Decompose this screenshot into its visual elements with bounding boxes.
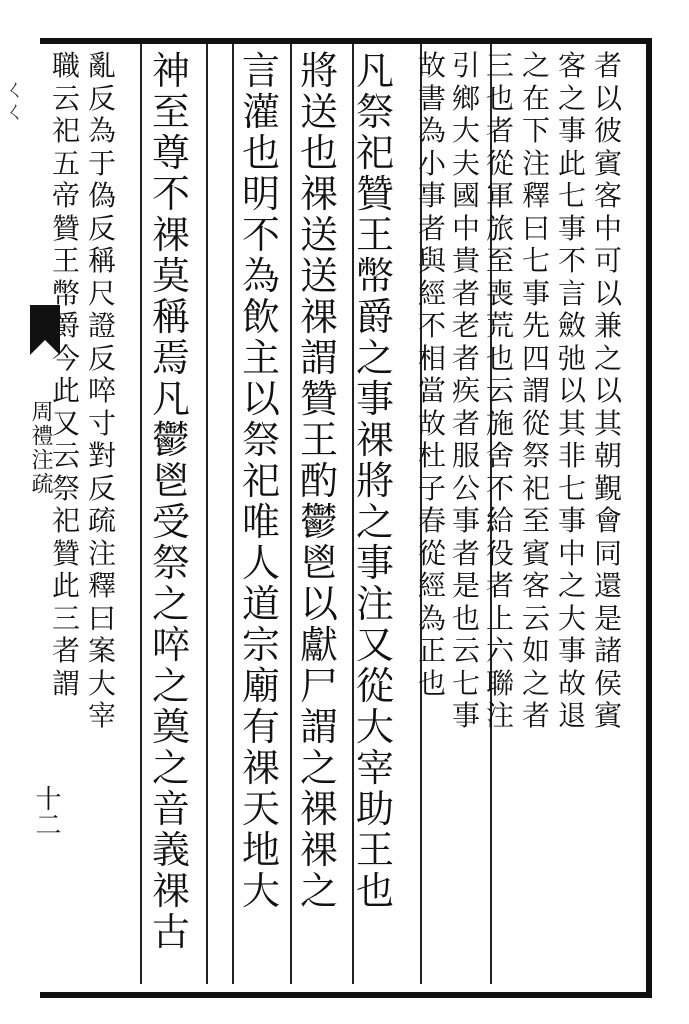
character: 七 [558, 471, 587, 505]
character: 以 [242, 377, 281, 421]
character: 也 [486, 341, 515, 375]
character: 七 [452, 666, 481, 700]
character: 祭 [242, 418, 281, 462]
character: 宗 [242, 623, 281, 667]
character: 謂 [52, 666, 81, 700]
character: 引 [452, 49, 481, 82]
character: 四 [522, 341, 551, 375]
column-rule [232, 44, 234, 984]
character: 義 [152, 828, 191, 872]
character: 唯 [242, 500, 281, 544]
character: 五 [52, 146, 81, 180]
character: 謂 [300, 705, 339, 749]
character: 爵 [52, 309, 81, 342]
character: 幣 [52, 276, 81, 310]
character: 經 [418, 569, 447, 602]
character: 不 [558, 244, 587, 277]
character: 此 [558, 146, 587, 180]
character: 者 [594, 49, 623, 82]
character: 其 [594, 406, 623, 440]
character: 于 [88, 146, 117, 180]
character: 者 [522, 699, 551, 732]
character: 祭 [52, 471, 81, 505]
character: 音 [152, 787, 191, 831]
character: 給 [486, 504, 515, 537]
character: 以 [594, 81, 623, 115]
character: 祀 [52, 114, 81, 147]
character: 事 [418, 179, 447, 212]
character: 宰 [356, 746, 395, 790]
character: 之 [152, 582, 191, 626]
character: 言 [558, 276, 587, 310]
character: 祭 [356, 90, 395, 134]
character: 中 [452, 211, 481, 245]
character: 贊 [356, 172, 395, 216]
character: 事 [558, 634, 587, 667]
character: 小 [418, 146, 447, 180]
character: 為 [242, 254, 281, 298]
character: 弛 [558, 341, 587, 375]
character: 祀 [522, 471, 551, 505]
character: 也 [452, 601, 481, 635]
character: 正 [418, 634, 447, 667]
character: 以 [300, 582, 339, 626]
character: 此 [52, 374, 81, 407]
character: 退 [558, 699, 587, 732]
character: 祼 [242, 746, 281, 790]
frame-right-border [646, 38, 652, 998]
character: 祼 [300, 295, 339, 339]
character: 事 [356, 541, 395, 585]
character: 王 [300, 418, 339, 462]
character: 非 [558, 439, 587, 472]
character: 不 [242, 213, 281, 257]
character: 以 [594, 374, 623, 407]
character: 今 [52, 341, 81, 375]
character: 旅 [486, 211, 515, 245]
character: 國 [452, 179, 481, 212]
character: 客 [522, 569, 551, 602]
character: 地 [242, 828, 281, 872]
character: 奠 [152, 705, 191, 749]
character: 云 [452, 634, 481, 667]
character: 贊 [52, 211, 81, 245]
character: 還 [594, 569, 623, 602]
character: 軍 [486, 179, 515, 212]
character: 故 [558, 666, 587, 700]
character: 者 [452, 406, 481, 440]
character: 之 [152, 746, 191, 790]
character: 先 [522, 309, 551, 342]
character: 諸 [594, 634, 623, 667]
character: 灌 [242, 90, 281, 134]
character: 莫 [152, 254, 191, 298]
character: 子 [418, 471, 447, 505]
character: 祀 [52, 504, 81, 537]
character: 在 [522, 81, 551, 115]
character: 贊 [300, 377, 339, 421]
character: 春 [418, 504, 447, 537]
character: 飲 [242, 295, 281, 339]
character: 七 [558, 179, 587, 212]
character: 不 [418, 309, 447, 342]
text-column [300, 49, 339, 913]
character: 為 [88, 114, 117, 147]
character: 祼 [152, 869, 191, 913]
character: 受 [152, 500, 191, 544]
character: 爵 [356, 295, 395, 339]
character: 云 [522, 601, 551, 635]
character: 覲 [594, 471, 623, 505]
character: 獻 [300, 623, 339, 667]
character: 事 [522, 276, 551, 310]
character: 注 [88, 536, 117, 570]
character: 王 [52, 244, 81, 277]
character: 祭 [152, 541, 191, 585]
character: 六 [486, 634, 515, 667]
character: 又 [52, 406, 81, 440]
character: 王 [356, 828, 395, 872]
character: 彼 [594, 114, 623, 147]
text-column [594, 49, 623, 735]
character: 鬯 [300, 541, 339, 585]
character: 祼 [300, 828, 339, 872]
character: 反 [88, 211, 117, 245]
character: 主 [242, 336, 281, 380]
character: 廟 [242, 664, 281, 708]
character: 祼 [300, 787, 339, 831]
character: 之 [558, 81, 587, 115]
column-rule [140, 44, 142, 984]
character: 老 [452, 309, 481, 342]
character: 事 [558, 211, 587, 245]
margin-mark-top: ㄑㄑ [4, 78, 27, 125]
text-column [88, 49, 117, 735]
character: 中 [594, 211, 623, 245]
character: 荒 [486, 309, 515, 342]
character: 三 [486, 49, 515, 82]
character: 不 [152, 172, 191, 216]
text-column [242, 49, 281, 913]
character: 言 [242, 49, 281, 93]
character: 從 [486, 146, 515, 180]
character: 亂 [88, 49, 117, 82]
character: 事 [558, 504, 587, 537]
character: 贊 [52, 536, 81, 570]
character: 寸 [88, 406, 117, 440]
character: 斂 [558, 309, 587, 342]
character: 也 [356, 869, 395, 913]
character: 職 [52, 49, 81, 82]
character: 侯 [594, 666, 623, 700]
character: 大 [558, 601, 587, 635]
character: 王 [356, 213, 395, 257]
column-rule [352, 44, 354, 984]
character: 尊 [152, 131, 191, 175]
character: 祼 [356, 418, 395, 462]
character: 也 [418, 666, 447, 700]
character: 下 [522, 114, 551, 147]
character: 凡 [152, 377, 191, 421]
character: 杜 [418, 439, 447, 472]
character: 之 [300, 746, 339, 790]
character: 道 [242, 582, 281, 626]
character: 施 [486, 406, 515, 440]
character: 之 [356, 336, 395, 380]
book-title: 周禮注疏 [28, 400, 53, 496]
character: 稱 [88, 244, 117, 277]
character: 反 [88, 471, 117, 505]
character: 送 [300, 254, 339, 298]
character: 大 [242, 869, 281, 913]
character: 將 [356, 459, 395, 503]
character: 客 [558, 49, 587, 82]
character: 明 [242, 172, 281, 216]
character: 是 [594, 601, 623, 635]
character: 疏 [88, 504, 117, 537]
column-rule [290, 44, 292, 984]
character: 從 [356, 664, 395, 708]
text-column [418, 49, 447, 702]
character: 舍 [486, 439, 515, 472]
character: 酌 [300, 459, 339, 503]
character: 貴 [452, 244, 481, 277]
character: 以 [558, 374, 587, 407]
character: 者 [52, 634, 81, 667]
character: 之 [558, 569, 587, 602]
character: 之 [522, 49, 551, 82]
character: 聯 [486, 666, 515, 700]
character: 人 [242, 541, 281, 585]
character: 反 [88, 341, 117, 375]
character: 之 [152, 664, 191, 708]
character: 至 [522, 504, 551, 537]
page-number: 十二 [31, 785, 61, 837]
character: 相 [418, 341, 447, 375]
character: 其 [558, 406, 587, 440]
character: 役 [486, 536, 515, 570]
character: 事 [558, 114, 587, 147]
character: 者 [452, 276, 481, 310]
character: 證 [88, 309, 117, 342]
character: 啐 [152, 623, 191, 667]
character: 啐 [88, 374, 117, 407]
character: 事 [356, 377, 395, 421]
character: 可 [594, 244, 623, 277]
character: 朝 [594, 439, 623, 472]
character: 偽 [88, 179, 117, 212]
character: 祀 [242, 459, 281, 503]
character: 此 [52, 569, 81, 602]
character: 賓 [522, 536, 551, 570]
character: 大 [452, 114, 481, 147]
character: 謂 [522, 374, 551, 407]
character: 尸 [300, 664, 339, 708]
character: 至 [152, 90, 191, 134]
character: 送 [300, 90, 339, 134]
character: 釋 [522, 179, 551, 212]
character: 凡 [356, 49, 395, 93]
character: 鬯 [152, 459, 191, 503]
character: 祼 [152, 213, 191, 257]
character: 反 [88, 81, 117, 115]
character: 帝 [52, 179, 81, 212]
text-column [558, 49, 587, 735]
character: 注 [356, 582, 395, 626]
character: 疾 [452, 374, 481, 407]
column-rule [206, 44, 208, 984]
character: 有 [242, 705, 281, 749]
character: 經 [418, 276, 447, 310]
character: 夫 [452, 146, 481, 180]
character: 古 [152, 910, 191, 954]
character: 云 [486, 374, 515, 407]
character: 之 [300, 869, 339, 913]
character: 如 [522, 634, 551, 667]
character: 曰 [522, 211, 551, 245]
character: 公 [452, 471, 481, 505]
character: 鬱 [152, 418, 191, 462]
character: 神 [152, 49, 191, 93]
character: 者 [486, 114, 515, 147]
character: 是 [452, 569, 481, 602]
character: 也 [486, 81, 515, 115]
character: 之 [356, 500, 395, 544]
character: 從 [418, 536, 447, 570]
character: 祼 [300, 172, 339, 216]
character: 大 [88, 666, 117, 700]
character: 者 [418, 211, 447, 245]
character: 故 [418, 406, 447, 440]
character: 中 [558, 536, 587, 570]
character: 事 [452, 504, 481, 537]
character: 天 [242, 787, 281, 831]
character: 賓 [594, 146, 623, 180]
character: 云 [52, 439, 81, 472]
character: 助 [356, 787, 395, 831]
character: 稱 [152, 295, 191, 339]
character: 案 [88, 634, 117, 667]
character: 者 [452, 341, 481, 375]
text-column [452, 49, 481, 735]
character: 者 [486, 569, 515, 602]
character: 對 [88, 439, 117, 472]
fold-margin [0, 40, 40, 1000]
character: 書 [418, 81, 447, 115]
character: 又 [356, 623, 395, 667]
character: 與 [418, 244, 447, 277]
character: 當 [418, 374, 447, 407]
text-column [486, 49, 515, 735]
text-column [356, 49, 395, 913]
character: 焉 [152, 336, 191, 380]
character: 大 [356, 705, 395, 749]
character: 尺 [88, 276, 117, 310]
character: 也 [242, 131, 281, 175]
character: 注 [486, 699, 515, 732]
character: 鄉 [452, 81, 481, 115]
character: 兼 [594, 309, 623, 342]
character: 賓 [594, 699, 623, 732]
character: 喪 [486, 276, 515, 310]
character: 事 [452, 699, 481, 732]
character: 至 [486, 244, 515, 277]
character: 者 [452, 536, 481, 570]
character: 云 [52, 81, 81, 115]
character: 之 [594, 341, 623, 375]
character: 將 [300, 49, 339, 93]
character: 釋 [88, 569, 117, 602]
character: 為 [418, 601, 447, 635]
character: 宰 [88, 699, 117, 732]
character: 之 [522, 666, 551, 700]
character: 服 [452, 439, 481, 472]
character: 上 [486, 601, 515, 635]
character: 送 [300, 213, 339, 257]
character: 幣 [356, 254, 395, 298]
character: 三 [52, 601, 81, 635]
character: 故 [418, 49, 447, 82]
character: 七 [522, 244, 551, 277]
character: 也 [300, 131, 339, 175]
character: 祀 [356, 131, 395, 175]
character: 客 [594, 179, 623, 212]
character: 以 [594, 276, 623, 310]
character: 鬱 [300, 500, 339, 544]
text-column [52, 49, 81, 702]
character: 謂 [300, 336, 339, 380]
character: 祭 [522, 439, 551, 472]
character: 為 [418, 114, 447, 147]
character: 從 [522, 406, 551, 440]
character: 不 [486, 471, 515, 505]
text-column [522, 49, 551, 735]
character: 會 [594, 504, 623, 537]
character: 曰 [88, 601, 117, 635]
text-column [152, 49, 191, 954]
character: 注 [522, 146, 551, 180]
character: 同 [594, 536, 623, 570]
